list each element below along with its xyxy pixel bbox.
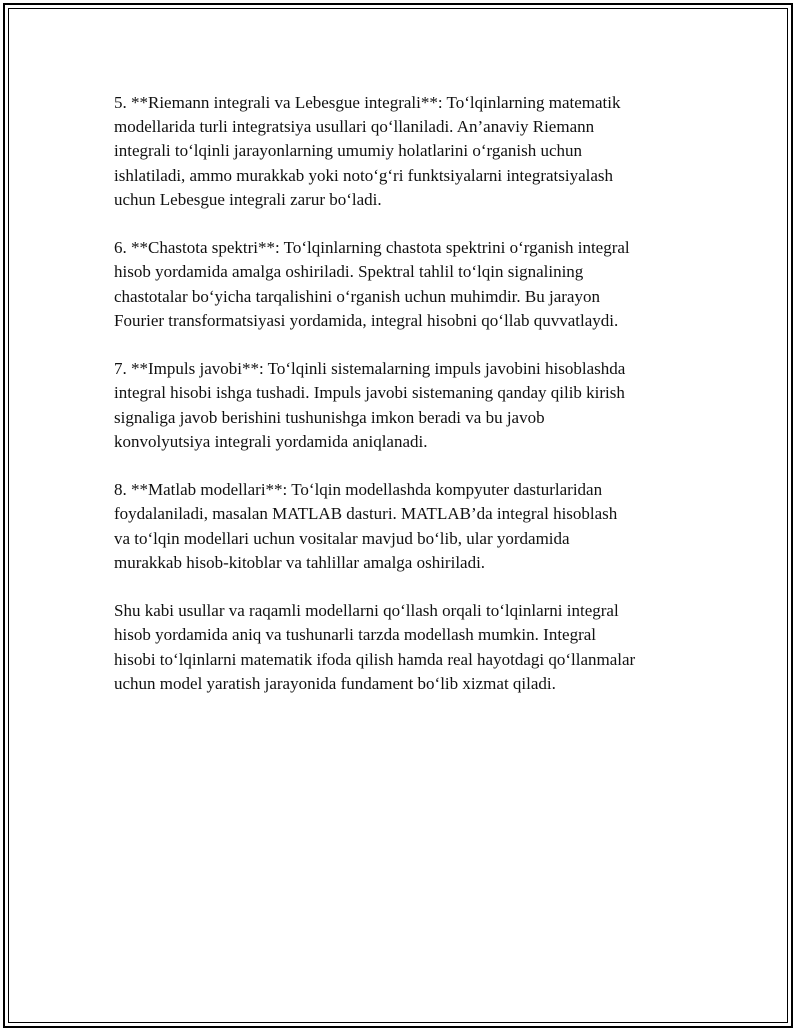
paragraph-riemann-lebesgue: 5. **Riemann integrali va Lebesgue integrali**: To‘lqinlarning matematik modellarida turli integratsiya usullari qo‘llaniladi. An’anaviy Riemann integrali to‘lqinli jarayonlarning umumiy holatlarini o‘rganish uchun ishlatiladi, ammo murakkab yoki noto‘g‘ri funktsiyalarni integratsiyalash uchun Lebesgue integrali zarur bo‘ladi. bbox=[114, 93, 621, 209]
paragraph-impuls-javobi: 7. **Impuls javobi**: To‘lqinli sistemalarning impuls javobini hisoblashda integral hisobi ishga tushadi. Impuls javobi sistemaning qanday qilib kirish signaliga javob berishini tushunishga imkon beradi va bu javob konvolyutsiya integrali yordamida aniqlanadi. bbox=[114, 359, 626, 451]
paragraph-conclusion: Shu kabi usullar va raqamli modellarni qo‘llash orqali to‘lqinlarni integral hisob yordamida aniq va tushunarli tarzda modellash mumkin. Integral hisobi to‘lqinlarni matematik ifoda qilish hamda real hayotdagi qo‘llanmalar uchun model yaratish jarayonida fundament bo‘lib xizmat qiladi. bbox=[114, 601, 636, 693]
paragraph-chastota-spektri: 6. **Chastota spektri**: To‘lqinlarning chastota spektrini o‘rganish integral hisob yordamida amalga oshiriladi. Spektral tahlil to‘lqin signalining chastotalar bo‘yicha tarqalishini o‘rganish uchun muhimdir. Bu jarayon Fourier transformatsiyasi yordamida, integral hisobni qo‘llab quvvatlaydi. bbox=[114, 238, 630, 330]
paragraph-matlab-modellari: 8. **Matlab modellari**: To‘lqin modellashda kompyuter dasturlaridan foydalaniladi, masalan MATLAB dasturi. MATLAB’da integral hisoblash va to‘lqin modellari uchun vositalar mavjud bo‘lib, ular yordamida murakkab hisob-kitoblar va tahlillar amalga oshiriladi. bbox=[114, 480, 618, 572]
document-body bbox=[114, 91, 704, 720]
